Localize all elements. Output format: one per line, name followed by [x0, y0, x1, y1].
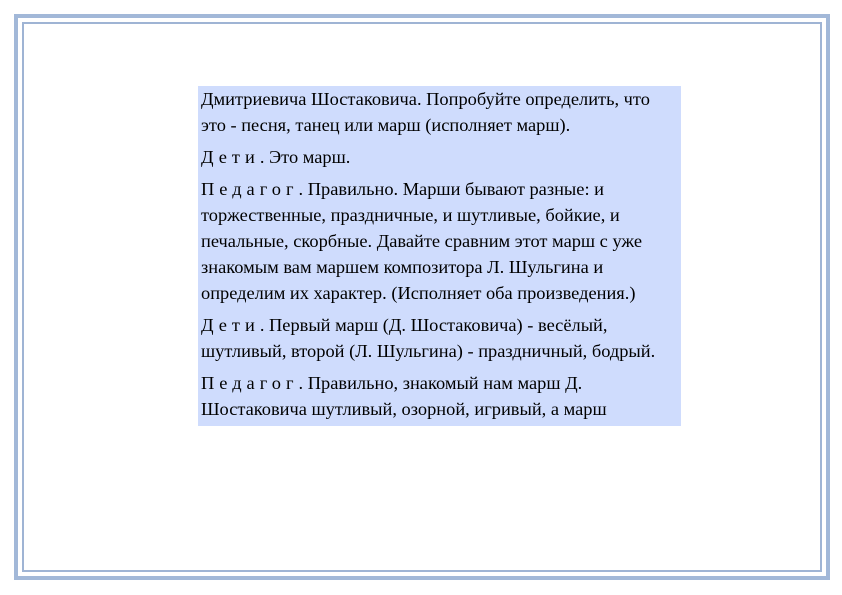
speaker-label: Педагог — [201, 373, 299, 393]
paragraph-text: . Правильно. Марши бывают разные: и торжественные, праздничные, и шутливые, бойкие, и печальные, скорбные. Давайте сравним этот марш с уже знакомым вам маршем композитора Л. Шульгина и определим их характер. (Исполняет оба произведения.) — [201, 179, 643, 303]
paragraph-3 — [201, 176, 677, 306]
paragraph-5 — [201, 370, 677, 422]
text-block — [198, 86, 681, 426]
paragraph-2 — [201, 144, 677, 170]
paragraph-text: . Правильно, знакомый нам марш Д. Шостаковича шутливый, озорной, игривый, а марш — [201, 373, 607, 419]
paragraph-text: . Первый марш (Д. Шостаковича) - весёлый, шутливый, второй (Л. Шульгина) - праздничный, бодрый. — [201, 315, 656, 361]
paragraph-4 — [201, 312, 677, 364]
paragraph-text: Дмитриевича Шостаковича. Попробуйте определить, что это - песня, танец или марш (исполняет марш). — [201, 89, 650, 135]
speaker-label: Дети — [201, 147, 260, 167]
speaker-label: Дети — [201, 315, 260, 335]
paragraph-text: . Это марш. — [259, 147, 351, 167]
speaker-label: Педагог — [201, 179, 299, 199]
paragraph-1 — [201, 86, 677, 138]
